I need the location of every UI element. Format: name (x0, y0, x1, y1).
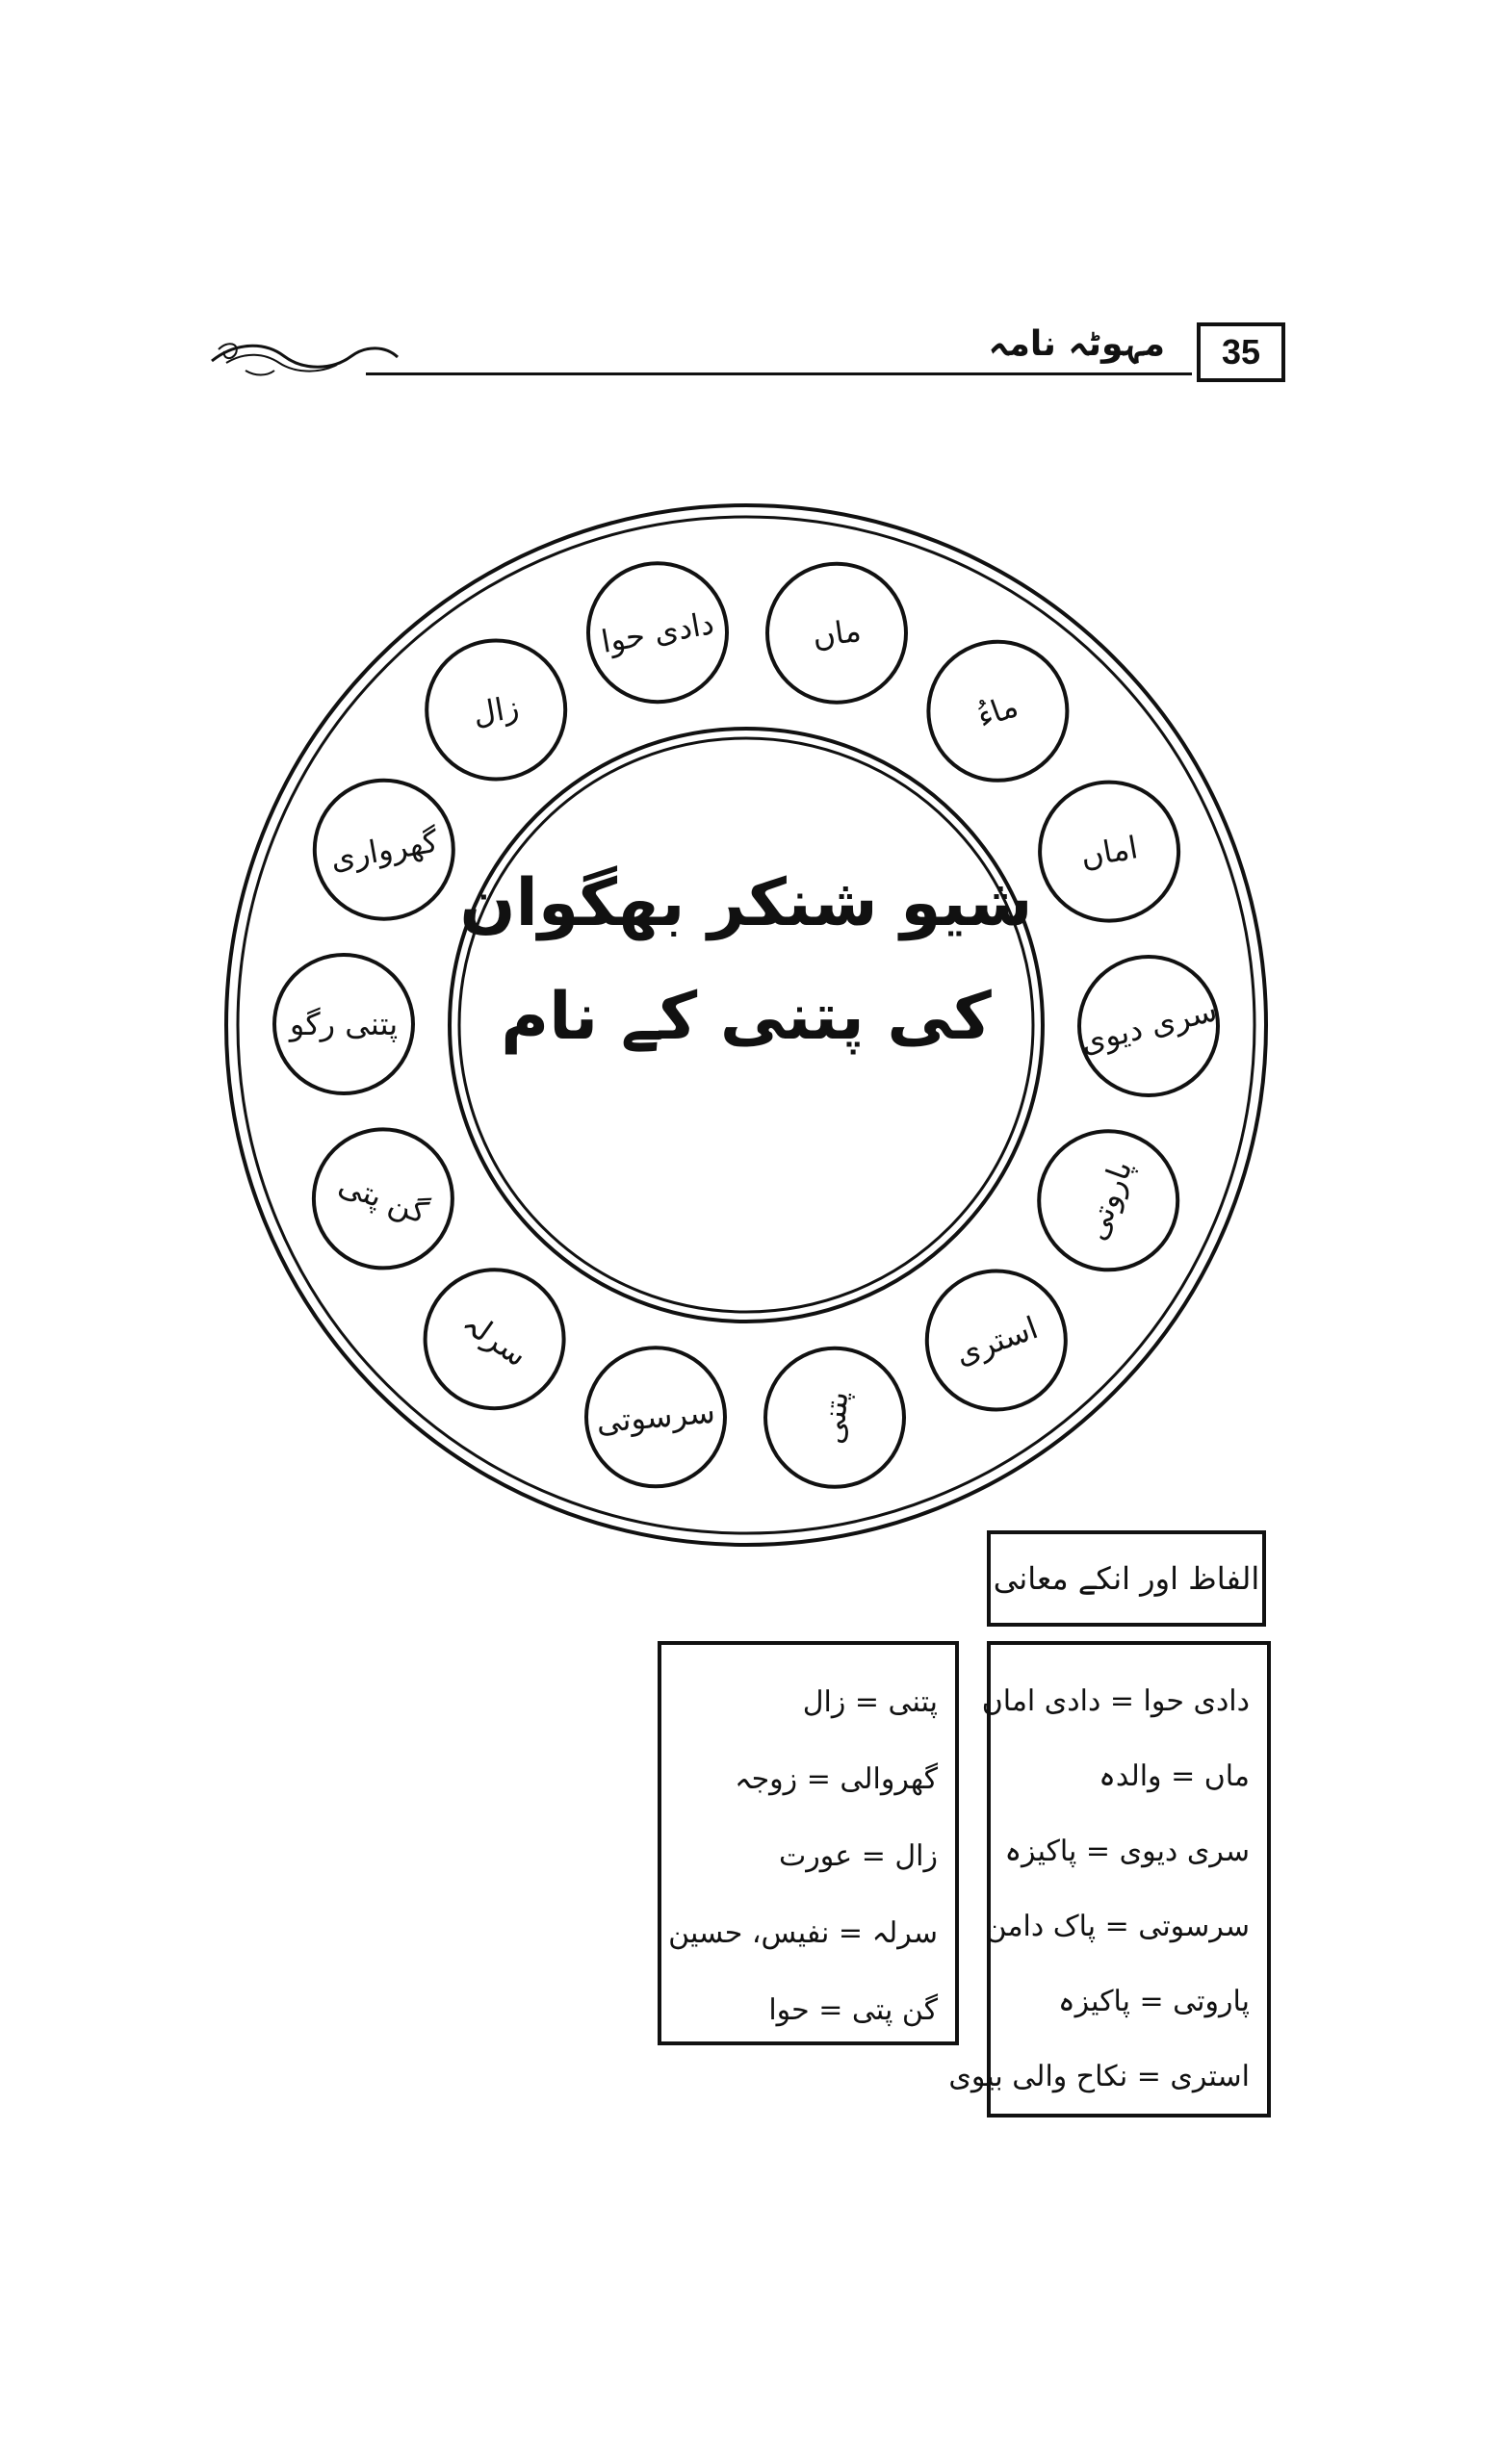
name-circle-label: پتنی (814, 1389, 856, 1446)
name-circle-label: گھرواری (327, 822, 441, 878)
center-title (457, 847, 1035, 1074)
name-circle-label: سری دیوی (1076, 991, 1221, 1061)
glossary-item: پاروتی = پاکیزہ (1058, 1985, 1250, 2018)
glossary-left-column (658, 1641, 959, 2045)
center-title-line-1: شیو شنکر بھگوان (459, 865, 1033, 941)
glossary-item: سرسوتی = پاک دامن (985, 1910, 1250, 1943)
center-title-line-2: کی پتنی کے نام (501, 979, 992, 1055)
name-circle-label: سرسوتی (594, 1393, 717, 1441)
name-circle-label: سرلہ (454, 1303, 534, 1374)
name-circle-label: پاروتی (1076, 1155, 1140, 1245)
glossary-item: زال = عورت (779, 1839, 938, 1873)
name-circle-label: استری (949, 1308, 1043, 1373)
running-title: مہوٹہ نامہ (978, 324, 1175, 364)
glossary-item: ماں = والدہ (1099, 1759, 1250, 1793)
glossary-item: سری دیوی = پاکیزہ (1004, 1835, 1250, 1868)
name-circle-label: اماں (1077, 828, 1141, 875)
glossary-right-column (948, 1641, 1271, 2118)
page-number: 35 (1197, 322, 1285, 382)
name-circle-label: دادی حوا (598, 604, 717, 661)
glossary-item: استری = نکاح والی بیوی (948, 2060, 1250, 2093)
name-circle-label: زال (470, 687, 522, 732)
name-circle-label: پتنی رگو (289, 1006, 399, 1042)
name-circle-label: گن پتی (333, 1166, 433, 1232)
name-circle-label: ماں (810, 611, 864, 655)
glossary-item: پتنی = زال (802, 1685, 938, 1719)
glossary-item: دادی حوا = دادی اماں (981, 1684, 1250, 1718)
glossary-item: گھروالی = زوجہ (735, 1762, 938, 1796)
glossary-item: گن پتی = حوا (768, 1993, 938, 2027)
name-circle-label: ماءُ (972, 686, 1023, 735)
glossary-heading: الفاظ اور انکے معانی (987, 1530, 1266, 1627)
glossary-item: سرلہ = نفیس، حسین (668, 1916, 938, 1950)
